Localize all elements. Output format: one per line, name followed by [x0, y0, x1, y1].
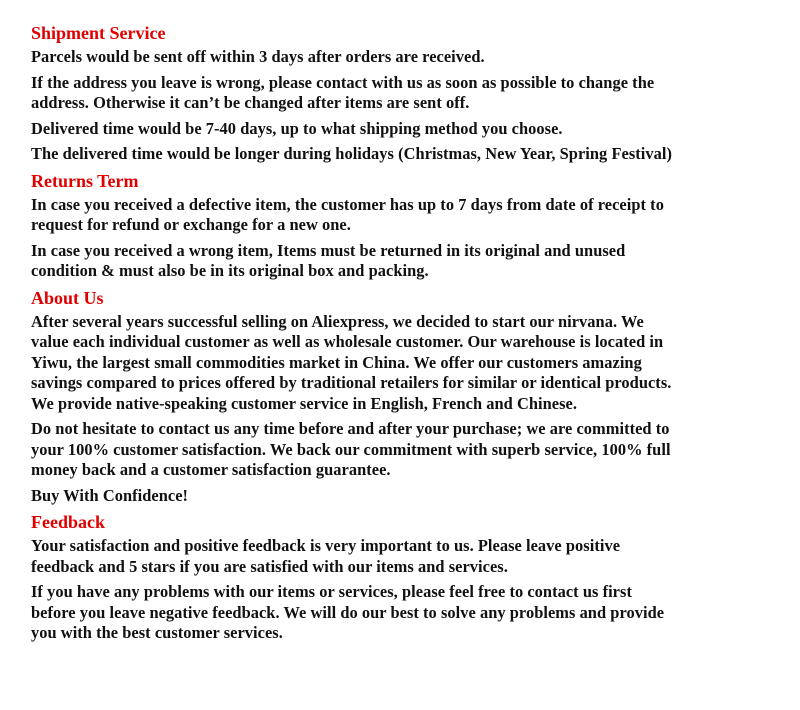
- paragraph: [31, 73, 793, 114]
- text-line: feedback and 5 stars if you are satisfied with our items and services.: [31, 556, 508, 576]
- text-line: We provide native-speaking customer service in English, French and Chinese.: [31, 393, 578, 413]
- paragraph: [31, 144, 793, 165]
- paragraph: [31, 47, 793, 68]
- text-line: The delivered time would be longer during holidays (Christmas, New Year, Spring Festival): [31, 144, 672, 163]
- text-line: If the address you leave is wrong, please contact with us as soon as possible to change the: [31, 72, 655, 92]
- section-heading: Feedback: [31, 512, 105, 532]
- section-heading: About Us: [31, 287, 104, 308]
- text-line: In case you received a wrong item, Items must be returned in its original and unused: [31, 240, 626, 260]
- paragraph: [31, 536, 793, 577]
- text-line: savings compared to prices offered by traditional retailers for similar or identical products.: [31, 373, 672, 392]
- text-line: request for refund or exchange for a new one.: [31, 215, 351, 234]
- text-line: Yiwu, the largest small commodities market in China. We offer our customers amazing: [31, 352, 642, 372]
- section-feedback: [31, 511, 793, 644]
- text-line: your 100% customer satisfaction. We back our commitment with superb service, 100% full: [31, 439, 671, 459]
- section-shipment-service: [31, 22, 793, 165]
- section-about-us: [31, 287, 793, 507]
- paragraph: [31, 195, 793, 236]
- text-line: before you leave negative feedback. We will do our best to solve any problems and provide: [31, 602, 665, 622]
- paragraph: [31, 419, 793, 481]
- text-line: you with the best customer services.: [31, 623, 283, 642]
- text-line: If you have any problems with our items or services, please feel free to contact us first: [31, 582, 632, 601]
- text-line: value each individual customer as well as wholesale customer. Our warehouse is located in: [31, 332, 664, 351]
- text-line: Your satisfaction and positive feedback is very important to us. Please leave positive: [31, 536, 621, 555]
- text-line: In case you received a defective item, the customer has up to 7 days from date of receipt to: [31, 194, 664, 214]
- section-returns-term: [31, 170, 793, 282]
- text-line: Do not hesitate to contact us any time before and after your purchase; we are committed to: [31, 419, 670, 438]
- text-line: address. Otherwise it can’t be changed after items are sent off.: [31, 93, 470, 112]
- section-heading: Shipment Service: [31, 23, 166, 43]
- paragraph: [31, 119, 793, 140]
- paragraph: [31, 241, 793, 282]
- text-line: Parcels would be sent off within 3 days after orders are received.: [31, 47, 485, 66]
- section-heading: Returns Term: [31, 170, 139, 191]
- text-line: Buy With Confidence!: [31, 485, 189, 505]
- text-line: condition & must also be in its original box and packing.: [31, 261, 429, 280]
- text-line: Delivered time would be 7-40 days, up to what shipping method you choose.: [31, 118, 563, 138]
- paragraph: [31, 486, 793, 507]
- text-line: After several years successful selling on Aliexpress, we decided to start our nirvana. We: [31, 311, 644, 331]
- text-line: money back and a customer satisfaction guarantee.: [31, 460, 391, 479]
- paragraph: [31, 312, 793, 415]
- policy-document: [31, 22, 793, 649]
- paragraph: [31, 582, 793, 644]
